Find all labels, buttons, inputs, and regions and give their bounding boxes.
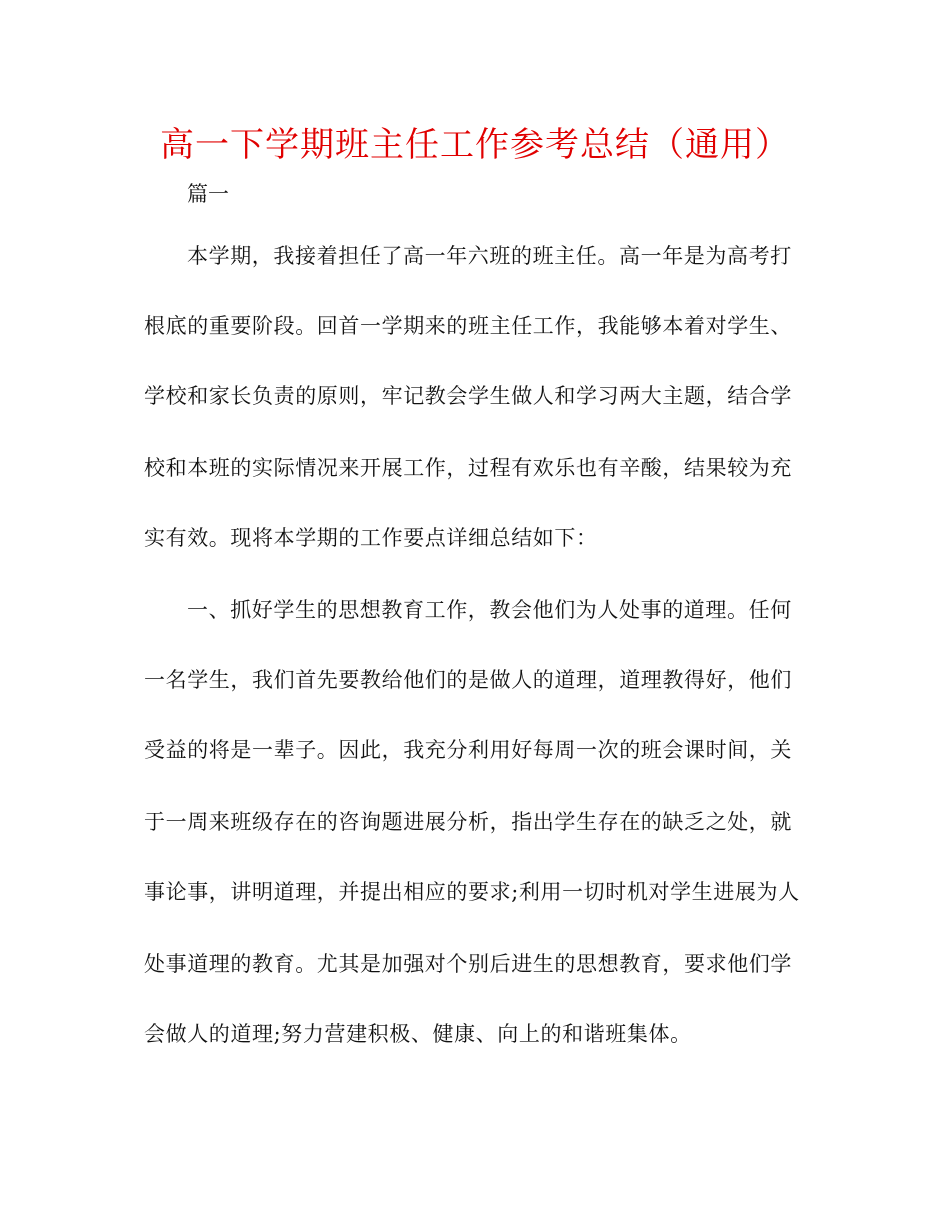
paragraph-line: 校和本班的实际情况来开展工作，过程有欢乐也有辛酸，结果较为充 [144, 456, 792, 480]
paragraph-line: 实有效。现将本学期的工作要点详细总结如下： [144, 526, 598, 550]
paragraph-line: 受益的将是一辈子。因此，我充分利用好每周一次的班会课时间，关 [144, 738, 792, 762]
document-title: 高一下学期班主任工作参考总结（通用） [160, 125, 790, 165]
section-label: 篇一 [187, 182, 229, 206]
paragraph-line: 根底的重要阶段。回首一学期来的班主任工作，我能够本着对学生、 [144, 314, 792, 338]
paragraph-line: 学校和家长负责的原则，牢记教会学生做人和学习两大主题，结合学 [144, 384, 792, 408]
paragraph-line: 一、抓好学生的思想教育工作，教会他们为人处事的道理。任何 [187, 598, 792, 622]
paragraph-line: 事论事，讲明道理，并提出相应的要求;利用一切时机对学生进展为人 [144, 880, 800, 904]
paragraph-line: 一名学生，我们首先要教给他们的是做人的道理，道理教得好，他们 [144, 668, 792, 692]
paragraph-line: 处事道理的教育。尤其是加强对个别后进生的思想教育，要求他们学 [144, 952, 792, 976]
paragraph-line: 会做人的道理;努力营建积极、健康、向上的和谐班集体。 [144, 1022, 692, 1046]
paragraph-line: 于一周来班级存在的咨询题进展分析，指出学生存在的缺乏之处，就 [144, 810, 792, 834]
paragraph-line: 本学期，我接着担任了高一年六班的班主任。高一年是为高考打 [187, 244, 792, 268]
